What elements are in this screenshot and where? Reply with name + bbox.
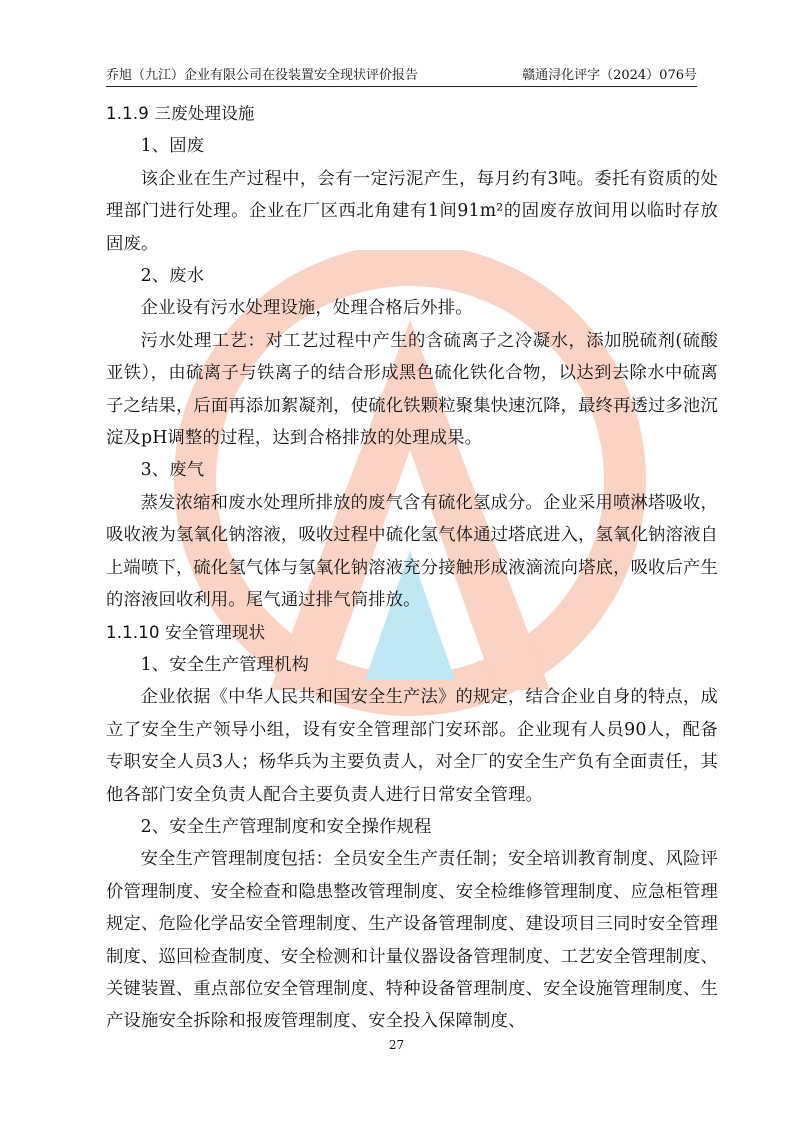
paragraph-safety-rules: 安全生产管理制度包括：全员安全生产责任制；安全培训教育制度、风险评价管理制度、安全检查和隐患整改管理制度、安全检维修管理制度、应急柜管理规定、危险化学品安全管理制度、生产设备管理制度、建设项目三同时安全管理制度、巡回检查制度、安全检测和计量仪器设备管理制度、工艺安全管理制度、关键装置、重点部位安全管理制度、特种设备管理制度、安全设施管理制度、生产设施安全拆除和报废管理制度、安全投入保障制度、	[106, 849, 718, 1032]
paragraph-safety-org: 企业依据《中华人民共和国安全生产法》的规定，结合企业自身的特点，成立了安全生产领导小组，设有安全管理部门安环部。企业现有人员90人，配备专职安全人员3人；杨华兵为主要负责人，对全厂的安全生产负有全面责任，其他各部门安全负责人配合主要负责人进行日常安全管理。	[106, 687, 718, 805]
page-number: 27	[388, 1038, 405, 1052]
header-doc-number: 赣通浔化评字（2024）076号	[522, 68, 697, 83]
section-heading-safety: 1.1.10 安全管理现状	[106, 622, 266, 642]
header-report-title: 乔旭（九江）企业有限公司在役装置安全现状评价报告	[106, 68, 419, 83]
subheading-solid-waste: 1、固废	[140, 136, 205, 157]
subheading-waste-gas: 3、废气	[140, 460, 205, 481]
section-heading-waste: 1.1.9 三废处理设施	[106, 104, 255, 123]
paragraph-wastewater-1: 企业设有污水处理设施，处理合格后外排。	[140, 298, 473, 319]
report-body	[106, 98, 718, 1038]
subheading-safety-org: 1、安全生产管理机构	[140, 654, 310, 675]
subheading-safety-rules: 2、安全生产管理制度和安全操作规程	[140, 816, 432, 837]
subheading-wastewater: 2、废水	[140, 266, 205, 287]
paragraph-wastewater-2: 污水处理工艺：对工艺过程中产生的含硫离子之冷凝水，添加脱硫剂(硫酸亚铁），由硫离子与铁离子的结合形成黑色硫化铁化合物，以达到去除水中硫离子之结果，后面再添加絮凝剂，使硫化铁颗粒聚集快速沉降，最终再透过多池沉淀及pH调整的过程，达到合格排放的处理成果。	[106, 330, 718, 449]
paragraph-solid-waste: 该企业在生产过程中，会有一定污泥产生，每月约有3吨。委托有资质的处理部门进行处理。企业在厂区西北角建有1间91m²的固废存放间用以临时存放固废。	[106, 168, 718, 254]
page-header	[106, 66, 697, 87]
paragraph-waste-gas: 蒸发浓缩和废水处理所排放的废气含有硫化氢成分。企业采用喷淋塔吸收，吸收液为氢氧化钠溶液，吸收过程中硫化氢气体通过塔底进入，氢氧化钠溶液自上端喷下，硫化氢气体与氢氧化钠溶液充分接触形成液滴流向塔底，吸收后产生的溶液回收利用。尾气通过排气筒排放。	[106, 492, 718, 611]
